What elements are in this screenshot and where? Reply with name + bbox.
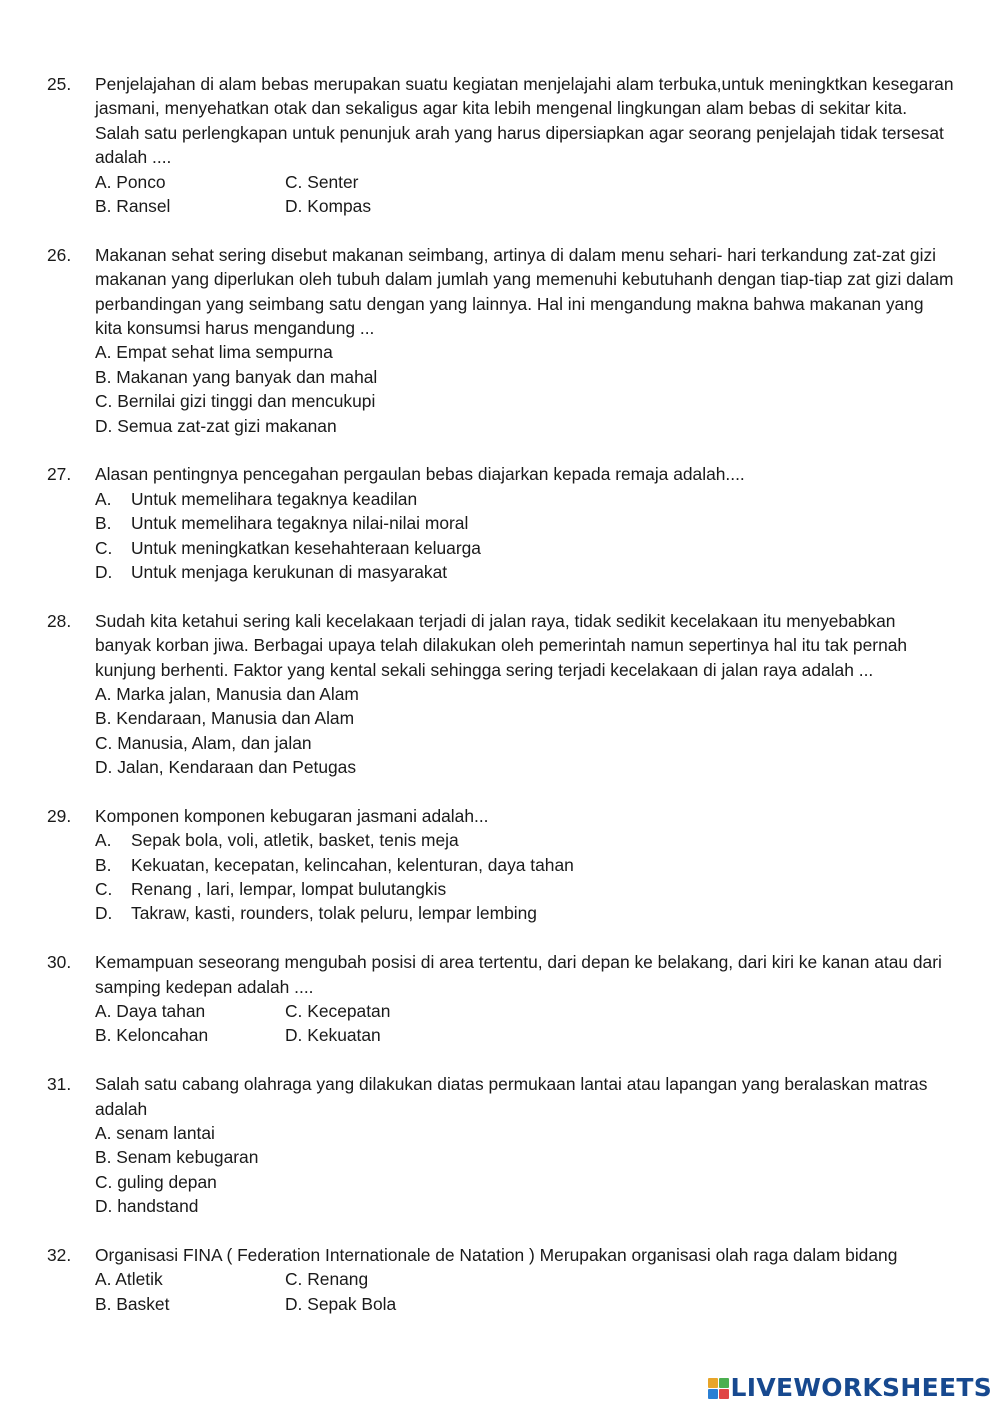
option-d[interactable]: D. Semua zat-zat gizi makanan bbox=[95, 415, 337, 436]
question-31 bbox=[0, 1072, 1000, 1218]
option-b[interactable]: B. Ransel bbox=[95, 196, 171, 217]
question-number: 31. bbox=[47, 1074, 72, 1095]
option-text: Sepak bola, voli, atletik, basket, tenis meja bbox=[131, 830, 459, 851]
question-text: Kemampuan seseorang mengubah posisi di area tertentu, dari depan ke belakang, dari kiri ke kanan atau dari samping kedepan adalah .... bbox=[95, 952, 942, 997]
liveworksheets-logo-icon bbox=[708, 1378, 729, 1399]
option-d[interactable] bbox=[95, 560, 1000, 584]
option-b[interactable]: B. Basket bbox=[95, 1293, 170, 1314]
answer-options bbox=[95, 828, 1000, 926]
logo-square bbox=[708, 1389, 718, 1399]
option-letter: C. bbox=[95, 537, 113, 558]
answer-options bbox=[95, 682, 1000, 780]
option-c[interactable] bbox=[95, 877, 1000, 901]
question-text: Penjelajahan di alam bebas merupakan suatu kegiatan menjelajahi alam terbuka,untuk meningktkan kesegaran jasmani, menyehatkan otak dan sekaligus agar kita lebih mengenal lingkungan alam bebas di sekitar kita. Salah satu perlengkapan untuk penunjuk arah yang harus dipersiapkan agar seorang penjelajah tidak tersesat adalah .... bbox=[95, 74, 954, 168]
question-30 bbox=[0, 950, 1000, 1048]
logo-square bbox=[719, 1389, 729, 1399]
option-d[interactable]: D. Kompas bbox=[285, 196, 372, 217]
option-b[interactable] bbox=[95, 853, 1000, 877]
question-text: Salah satu cabang olahraga yang dilakukan diatas permukaan lantai atau lapangan yang beralaskan matras adalah bbox=[95, 1074, 928, 1119]
option-a[interactable]: A. Ponco bbox=[95, 171, 166, 192]
question-text: Komponen komponen kebugaran jasmani adalah... bbox=[95, 805, 489, 826]
option-d[interactable] bbox=[95, 901, 1000, 925]
question-number: 25. bbox=[47, 74, 72, 94]
option-letter: D. bbox=[95, 903, 113, 924]
question-number: 32. bbox=[47, 1245, 72, 1266]
option-c[interactable]: C. Renang bbox=[285, 1269, 369, 1290]
answer-options bbox=[95, 1121, 1000, 1219]
option-a[interactable] bbox=[95, 828, 1000, 852]
option-letter: C. bbox=[95, 879, 113, 900]
option-letter: A. bbox=[95, 488, 112, 509]
option-c[interactable]: C. Senter bbox=[285, 171, 359, 192]
question-text: Sudah kita ketahui sering kali kecelakaan terjadi di jalan raya, tidak sedikit kecelakaan itu menyebabkan banyak korban jiwa. Berbagai upaya telah dilakukan oleh pemerintah namun sepertinya hal itu tak pernah kunjung berhenti. Faktor yang kental sekali sehingga sering terjadi kecelakaan di jalan raya adalah ... bbox=[95, 610, 908, 680]
liveworksheets-wordmark: LIVEWORKSHEETS bbox=[730, 1372, 992, 1402]
option-d[interactable]: D. Jalan, Kendaraan dan Petugas bbox=[95, 757, 357, 778]
question-text: Makanan sehat sering disebut makanan seimbang, artinya di dalam menu sehari- hari terkandung zat-zat gizi makanan yang diperlukan oleh tubuh dalam jumlah yang memenuhi kebutuhanh dengan tiap-tiap zat gizi dalam perbandingan yang seimbang satu dengan yang lainnya. Hal ini mengandung makna bahwa makanan yang kita konsumsi harus mengandung ... bbox=[95, 244, 954, 339]
question-28 bbox=[0, 609, 1000, 780]
option-b[interactable] bbox=[95, 511, 1000, 535]
answer-options bbox=[95, 1267, 1000, 1316]
option-text: Untuk memelihara tegaknya nilai-nilai moral bbox=[131, 513, 469, 534]
question-26 bbox=[0, 243, 1000, 438]
option-d[interactable]: D. Kekuatan bbox=[285, 1025, 381, 1046]
logo-square bbox=[719, 1378, 729, 1388]
option-a[interactable]: A. Empat sehat lima sempurna bbox=[95, 342, 333, 363]
liveworksheets-brand[interactable] bbox=[708, 1371, 992, 1405]
option-c[interactable]: C. guling depan bbox=[95, 1171, 217, 1192]
option-c[interactable]: C. Manusia, Alam, dan jalan bbox=[95, 732, 312, 753]
option-letter: B. bbox=[95, 513, 112, 534]
option-a[interactable]: A. Marka jalan, Manusia dan Alam bbox=[95, 683, 359, 704]
option-b[interactable]: B. Senam kebugaran bbox=[95, 1147, 259, 1168]
answer-options bbox=[95, 340, 1000, 438]
question-number: 27. bbox=[47, 464, 72, 485]
question-number: 28. bbox=[47, 610, 72, 631]
question-27 bbox=[0, 462, 1000, 584]
option-text: Untuk menjaga kerukunan di masyarakat bbox=[131, 561, 448, 582]
option-c[interactable]: C. Bernilai gizi tinggi dan mencukupi bbox=[95, 391, 376, 412]
option-a[interactable]: A. Daya tahan bbox=[95, 1001, 206, 1022]
option-letter: B. bbox=[95, 854, 112, 875]
answer-options bbox=[95, 999, 1000, 1048]
option-b[interactable]: B. Keloncahan bbox=[95, 1025, 209, 1046]
option-text: Takraw, kasti, rounders, tolak peluru, lempar lembing bbox=[131, 903, 537, 924]
option-a[interactable]: A. senam lantai bbox=[95, 1123, 215, 1144]
option-d[interactable]: D. Sepak Bola bbox=[285, 1293, 397, 1314]
option-text: Untuk memelihara tegaknya keadilan bbox=[131, 488, 418, 509]
worksheet bbox=[0, 72, 1000, 1341]
option-b[interactable]: B. Kendaraan, Manusia dan Alam bbox=[95, 708, 355, 729]
question-29 bbox=[0, 804, 1000, 926]
question-25 bbox=[0, 72, 1000, 218]
option-b[interactable]: B. Makanan yang banyak dan mahal bbox=[95, 366, 378, 387]
question-text: Organisasi FINA ( Federation Internationale de Natation ) Merupakan organisasi olah raga dalam bidang bbox=[95, 1245, 898, 1266]
option-c[interactable] bbox=[95, 536, 1000, 560]
option-text: Kekuatan, kecepatan, kelincahan, kelenturan, daya tahan bbox=[131, 854, 574, 875]
question-text: Alasan pentingnya pencegahan pergaulan bebas diajarkan kepada remaja adalah.... bbox=[95, 464, 745, 485]
option-letter: D. bbox=[95, 561, 113, 582]
question-32 bbox=[0, 1243, 1000, 1316]
answer-options bbox=[95, 170, 1000, 219]
question-number: 29. bbox=[47, 805, 72, 826]
option-c[interactable]: C. Kecepatan bbox=[285, 1001, 391, 1022]
option-letter: A. bbox=[95, 830, 112, 851]
question-number: 26. bbox=[47, 244, 72, 265]
option-a[interactable]: A. Atletik bbox=[95, 1269, 163, 1290]
answer-options bbox=[95, 487, 1000, 585]
option-text: Untuk meningkatkan kesehahteraan keluarga bbox=[131, 537, 481, 558]
logo-square bbox=[708, 1378, 718, 1388]
option-d[interactable]: D. handstand bbox=[95, 1196, 199, 1217]
option-text: Renang , lari, lempar, lompat bulutangkis bbox=[131, 879, 447, 900]
question-number: 30. bbox=[47, 952, 72, 973]
option-a[interactable] bbox=[95, 487, 1000, 511]
